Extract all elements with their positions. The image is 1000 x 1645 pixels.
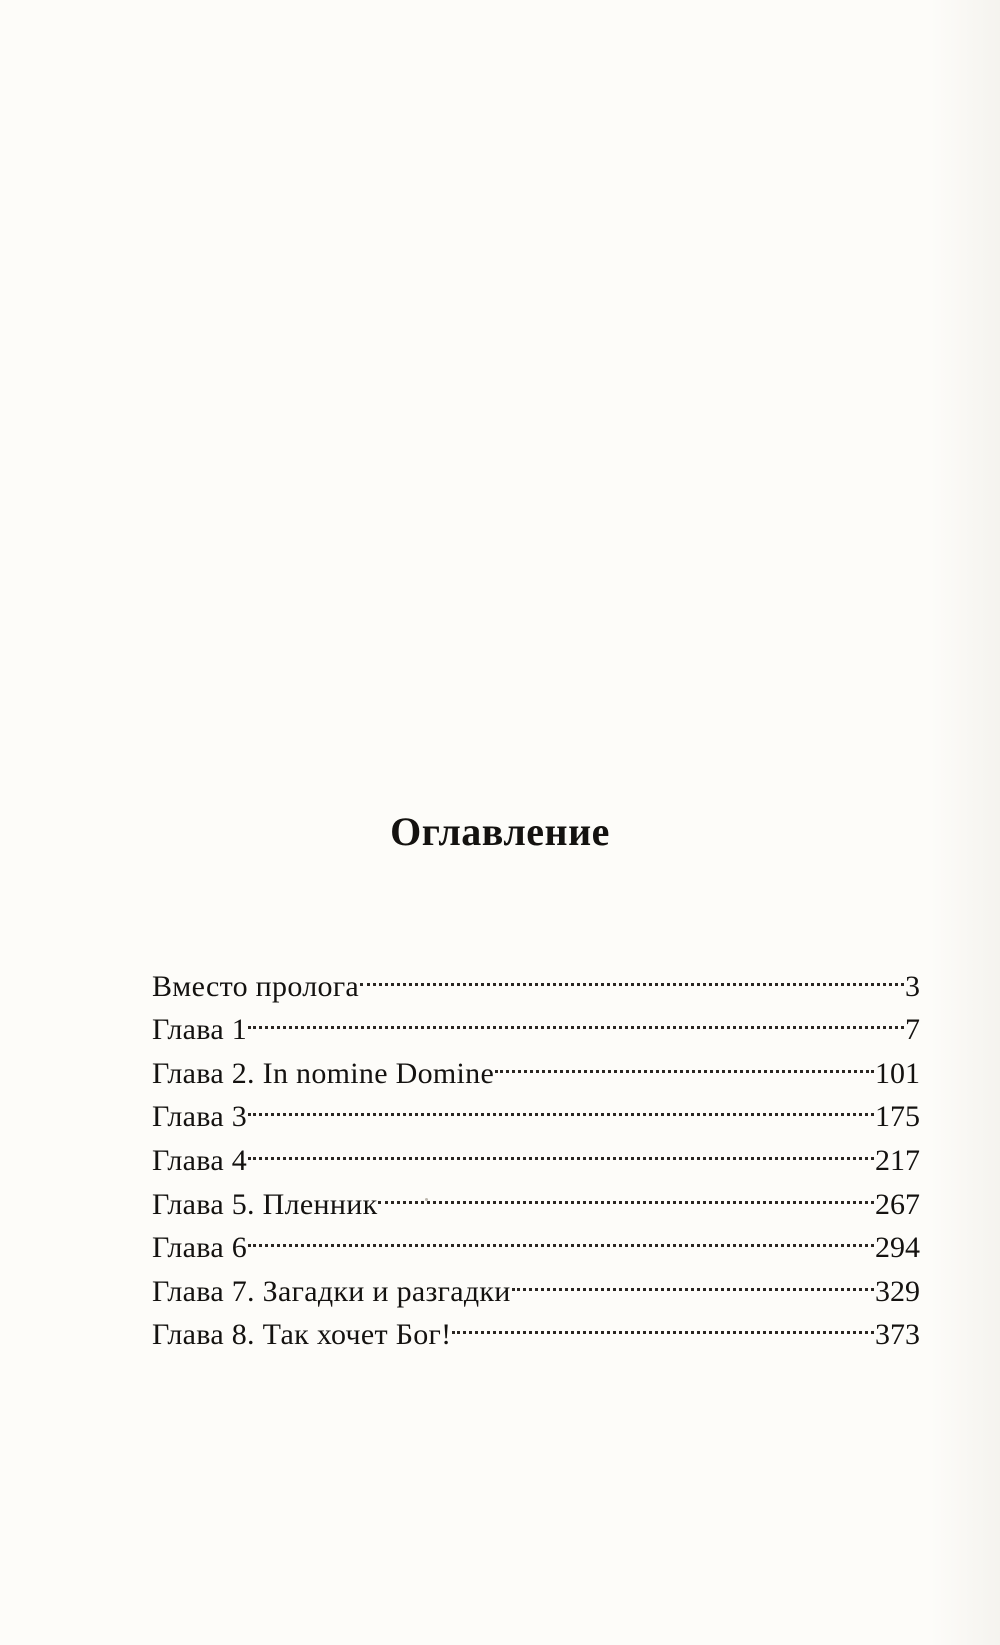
toc-entry-page: 373 (875, 1318, 920, 1352)
toc-entry-page: 101 (875, 1056, 920, 1090)
toc-entry-chapter-7 (152, 1257, 920, 1308)
toc-entry-title: Глава 6 (152, 1231, 248, 1265)
toc-dot-leader (378, 1170, 874, 1214)
table-of-contents (152, 952, 920, 1352)
toc-dot-leader (248, 1214, 874, 1258)
toc-entry-page: 7 (905, 1013, 920, 1047)
page-title: Оглавление (390, 809, 610, 854)
toc-entry-chapter-2 (152, 1039, 920, 1090)
toc-entry-prologue (152, 952, 920, 1003)
toc-entry-chapter-4 (152, 1126, 920, 1177)
toc-entry-title: Глава 1 (152, 1013, 248, 1047)
toc-entry-title: Глава 5. Пленник (152, 1187, 378, 1221)
toc-dot-leader (452, 1301, 874, 1345)
toc-entry-chapter-1 (152, 996, 920, 1047)
toc-dot-leader (248, 1126, 874, 1170)
toc-entry-title: Глава 3 (152, 1100, 248, 1134)
toc-entry-title: Глава 7. Загадки и разгадки (152, 1274, 511, 1308)
toc-entry-page: 3 (905, 969, 920, 1003)
toc-entry-chapter-5 (152, 1170, 920, 1221)
toc-dot-leader (495, 1039, 874, 1083)
toc-dot-leader (248, 1083, 874, 1127)
toc-entry-page: 175 (875, 1100, 920, 1134)
toc-dot-leader (512, 1257, 874, 1301)
paper-speck (425, 1198, 428, 1201)
toc-entry-title: Глава 8. Так хочет Бог! (152, 1318, 452, 1352)
toc-entry-page: 267 (875, 1187, 920, 1221)
toc-entry-page: 294 (875, 1231, 920, 1265)
toc-entry-title: Глава 4 (152, 1143, 248, 1177)
toc-entry-page: 329 (875, 1274, 920, 1308)
toc-entry-chapter-6 (152, 1214, 920, 1265)
toc-dot-leader (248, 996, 904, 1040)
toc-entry-chapter-3 (152, 1083, 920, 1134)
toc-entry-page: 217 (875, 1143, 920, 1177)
toc-dot-leader (360, 952, 904, 996)
toc-entry-title: Вместо пролога (152, 969, 360, 1003)
toc-entry-title: Глава 2. In nomine Domine (152, 1056, 495, 1090)
